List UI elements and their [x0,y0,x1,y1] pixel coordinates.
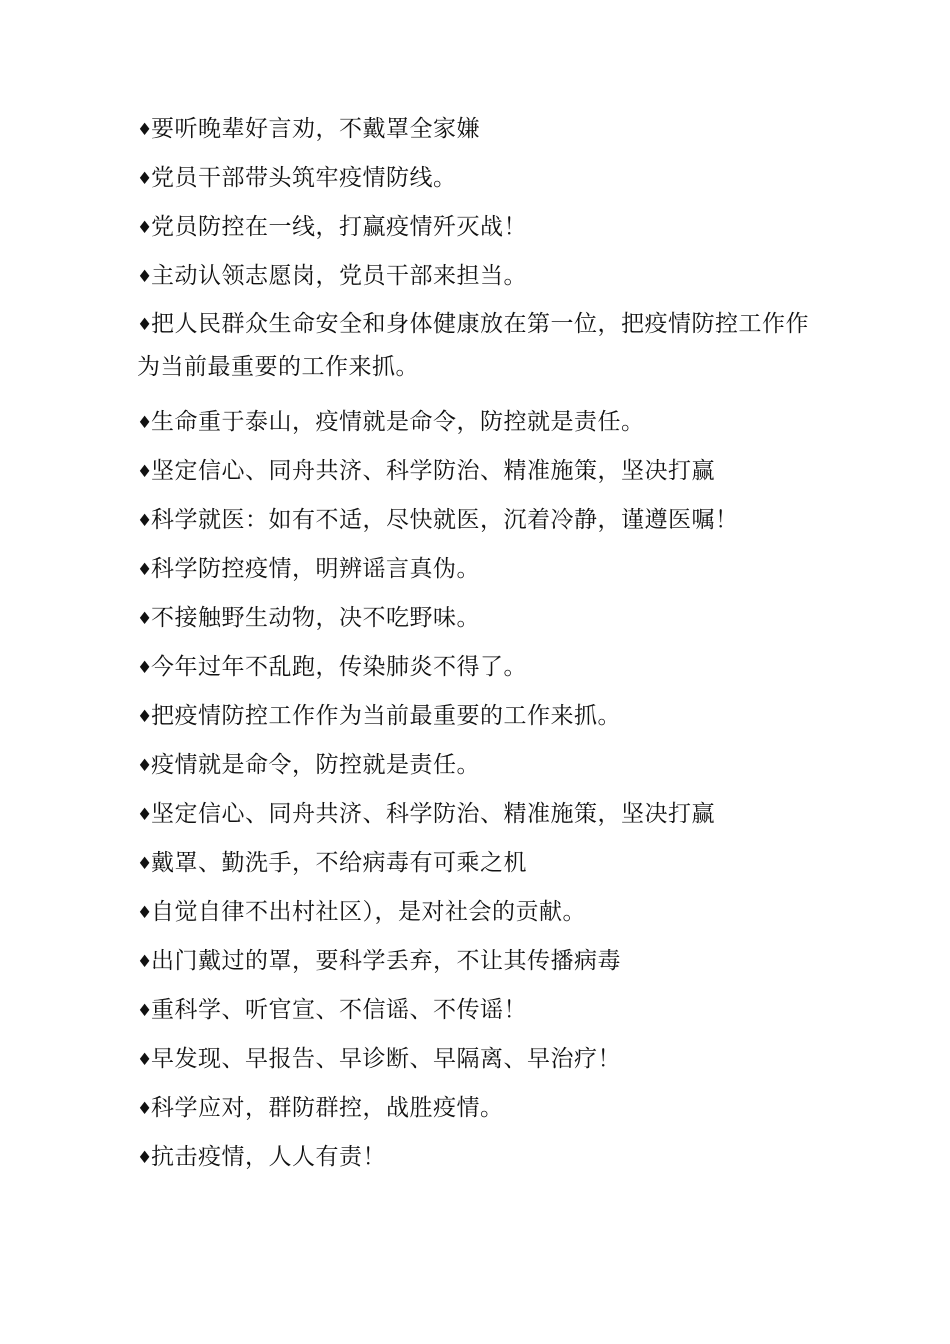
list-item [137,694,827,743]
slogan-text: 把人民群众生命安全和身体健康放在第一位，把疫情防控工作作为当前最重要的工作来抓。 [137,311,809,380]
slogan-text: 坚定信心、同舟共济、科学防治、精准施策，坚决打赢 [151,458,715,484]
slogan-text: 要听晚辈好言劝，不戴罩全家嫌 [151,116,480,142]
diamond-bullet-icon: ♦ [137,903,153,923]
diamond-bullet-icon: ♦ [137,315,153,335]
list-item [137,303,827,400]
diamond-bullet-icon: ♦ [137,854,153,874]
slogan-text: 自觉自律不出村社区），是对社会的贡献。 [151,899,586,925]
slogan-text: 主动认领志愿岗，党员干部来担当。 [151,263,527,289]
list-item [137,205,827,254]
slogan-text: 生命重于泰山，疫情就是命令，防控就是责任。 [151,409,645,435]
slogan-text: 党员干部带头筑牢疫情防线。 [151,165,457,191]
diamond-bullet-icon: ♦ [137,1001,153,1021]
slogan-text: 抗击疫情，人人有责！ [151,1144,386,1170]
diamond-bullet-icon: ♦ [137,805,153,825]
diamond-bullet-icon: ♦ [137,267,153,287]
slogan-list [137,107,827,1184]
slogan-text: 科学就医：如有不适，尽快就医，沉着冷静，谨遵医嘱！ [151,507,739,533]
list-item [137,156,827,205]
slogan-text: 科学防控疫情，明辨谣言真伪。 [151,556,480,582]
list-item [137,743,827,792]
slogan-text: 坚定信心、同舟共济、科学防治、精准施策，坚决打赢 [151,801,715,827]
slogan-text: 党员防控在一线，打赢疫情歼灭战！ [151,214,527,240]
list-item [137,1086,827,1135]
list-item [137,1135,827,1184]
slogan-text: 出门戴过的罩，要科学丢弃，不让其传播病毒 [151,948,621,974]
diamond-bullet-icon: ♦ [137,1099,153,1119]
list-item [137,841,827,890]
diamond-bullet-icon: ♦ [137,756,153,776]
slogan-text: 重科学、听官宣、不信谣、不传谣！ [151,997,527,1023]
list-item [137,596,827,645]
slogan-text: 不接触野生动物，决不吃野味。 [151,605,480,631]
diamond-bullet-icon: ♦ [137,1050,153,1070]
list-item [137,498,827,547]
list-item [137,400,827,449]
diamond-bullet-icon: ♦ [137,511,153,531]
list-item [137,988,827,1037]
slogan-text: 把疫情防控工作作为当前最重要的工作来抓。 [151,703,621,729]
diamond-bullet-icon: ♦ [137,462,153,482]
slogan-text: 科学应对，群防群控，战胜疫情。 [151,1095,504,1121]
diamond-bullet-icon: ♦ [137,609,153,629]
list-item [137,449,827,498]
diamond-bullet-icon: ♦ [137,1148,153,1168]
diamond-bullet-icon: ♦ [137,120,153,140]
diamond-bullet-icon: ♦ [137,169,153,189]
list-item [137,107,827,156]
diamond-bullet-icon: ♦ [137,413,153,433]
diamond-bullet-icon: ♦ [137,218,153,238]
list-item [137,939,827,988]
list-item [137,890,827,939]
slogan-text: 戴罩、勤洗手，不给病毒有可乘之机 [151,850,527,876]
list-item [137,645,827,694]
list-item [137,1037,827,1086]
slogan-text: 疫情就是命令，防控就是责任。 [151,752,480,778]
list-item [137,792,827,841]
list-item [137,254,827,303]
list-item [137,547,827,596]
diamond-bullet-icon: ♦ [137,560,153,580]
slogan-text: 今年过年不乱跑，传染肺炎不得了。 [151,654,527,680]
slogan-text: 早发现、早报告、早诊断、早隔离、早治疗！ [151,1046,621,1072]
diamond-bullet-icon: ♦ [137,952,153,972]
diamond-bullet-icon: ♦ [137,707,153,727]
diamond-bullet-icon: ♦ [137,658,153,678]
